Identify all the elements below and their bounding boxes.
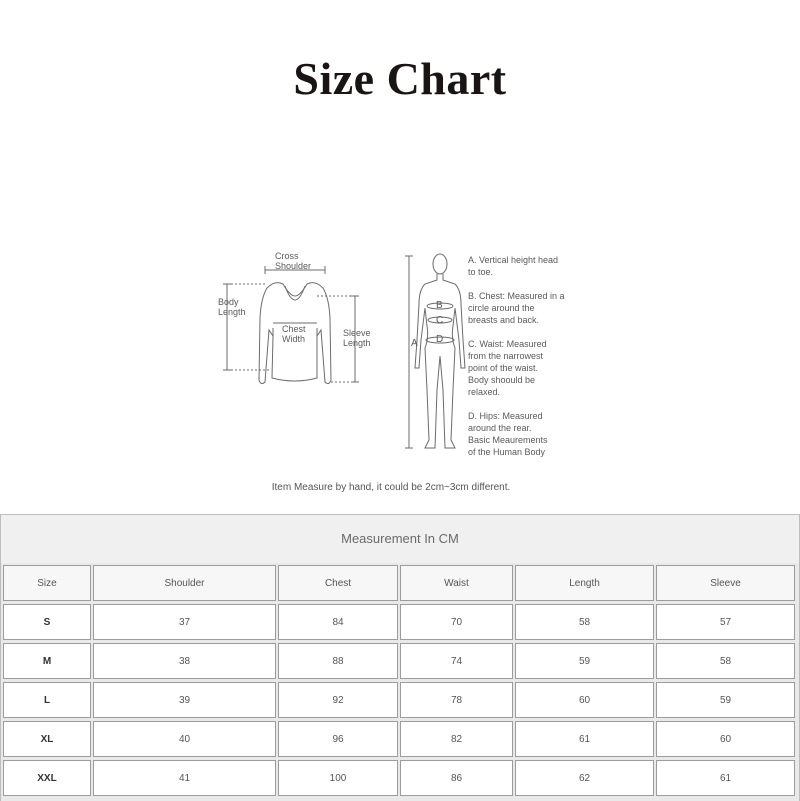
- body-label-a: A: [411, 338, 418, 349]
- length-cell: 59: [515, 643, 654, 679]
- table-row: [3, 760, 797, 796]
- page-title: Size Chart: [293, 53, 507, 104]
- sleeve-cell: 58: [656, 643, 795, 679]
- waist-cell: 74: [400, 643, 513, 679]
- length-cell: 58: [515, 604, 654, 640]
- chest-cell: 88: [278, 643, 398, 679]
- size-table: [0, 514, 800, 801]
- table-header-row: [3, 565, 797, 601]
- body-length-label: Body Length: [218, 297, 246, 317]
- size-cell: L: [3, 682, 91, 718]
- size-cell: XL: [3, 721, 91, 757]
- chest-cell: 92: [278, 682, 398, 718]
- shoulder-cell: 40: [93, 721, 276, 757]
- header-cell: Length: [515, 565, 654, 601]
- waist-cell: 70: [400, 604, 513, 640]
- table-row: [3, 604, 797, 640]
- size-cell: XXL: [3, 760, 91, 796]
- header-cell: Size: [3, 565, 91, 601]
- size-cell: S: [3, 604, 91, 640]
- body-label-b: B: [436, 300, 443, 311]
- waist-cell: 86: [400, 760, 513, 796]
- note-b: B. Chest: Measured in a circle around the breasts and back.: [468, 291, 565, 325]
- measurement-notes: [468, 254, 588, 470]
- measure-disclaimer: Item Measure by hand, it could be 2cm~3cm different.: [271, 482, 511, 493]
- size-cell: M: [3, 643, 91, 679]
- waist-cell: 78: [400, 682, 513, 718]
- note-c: C. Waist: Measured from the narrowest point of the waist. Body shoould be relaxed.: [468, 339, 547, 397]
- table-caption: Measurement In CM: [1, 515, 799, 563]
- sleeve-cell: 61: [656, 760, 795, 796]
- header-cell: Shoulder: [93, 565, 276, 601]
- shoulder-cell: 38: [93, 643, 276, 679]
- chest-cell: 100: [278, 760, 398, 796]
- body-label-c: C: [436, 315, 444, 326]
- sleeve-cell: 59: [656, 682, 795, 718]
- table-row: [3, 682, 797, 718]
- table-row: [3, 643, 797, 679]
- body-label-d: D: [436, 334, 444, 345]
- length-cell: 62: [515, 760, 654, 796]
- length-cell: 61: [515, 721, 654, 757]
- chest-cell: 84: [278, 604, 398, 640]
- sleeve-length-label: Sleeve Length: [343, 328, 371, 348]
- shoulder-cell: 41: [93, 760, 276, 796]
- sleeve-cell: 57: [656, 604, 795, 640]
- header-cell: Chest: [278, 565, 398, 601]
- waist-cell: 82: [400, 721, 513, 757]
- note-a: A. Vertical height head to toe.: [468, 255, 559, 277]
- header-cell: Waist: [400, 565, 513, 601]
- header-cell: Sleeve: [656, 565, 795, 601]
- table-row: [3, 721, 797, 757]
- chest-cell: 96: [278, 721, 398, 757]
- cross-shoulder-label: Cross Shoulder: [275, 251, 312, 271]
- shoulder-cell: 39: [93, 682, 276, 718]
- note-d: D. Hips: Measured around the rear. Basic Meaurements of the Human Body: [468, 411, 548, 457]
- length-cell: 60: [515, 682, 654, 718]
- shoulder-cell: 37: [93, 604, 276, 640]
- sleeve-cell: 60: [656, 721, 795, 757]
- chest-width-label: Chest Width: [282, 324, 306, 344]
